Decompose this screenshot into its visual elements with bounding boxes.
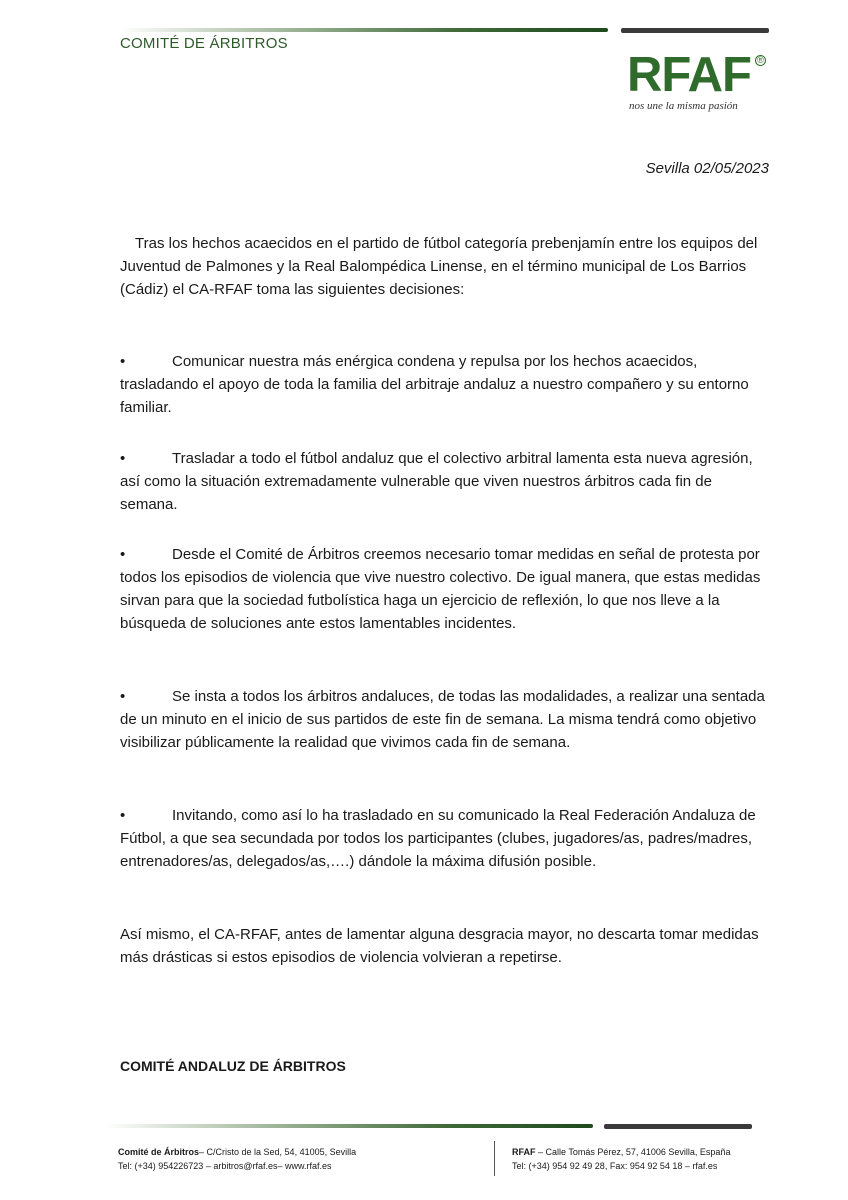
list-item-text: Trasladar a todo el fútbol andaluz que el colectivo arbitral lamenta esta nueva agresión, así como la situación extremadamente vulnerable que viven nuestros árbitros cada fin de semana. — [120, 450, 753, 513]
logo-wordmark: RFAF — [627, 48, 751, 102]
footer-committee-address: – C/Cristo de la Sed, 54, 41005, Sevilla — [199, 1147, 357, 1157]
department-title: COMITÉ DE ÁRBITROS — [120, 35, 288, 52]
footer-dark-rule — [604, 1124, 752, 1129]
bullet-marker: • — [120, 353, 126, 370]
list-item — [120, 447, 772, 516]
list-item — [120, 685, 772, 754]
closing-paragraph: Así mismo, el CA-RFAF, antes de lamentar alguna desgracia mayor, no descarta tomar medidas más drásticas si estos episodios de violencia volvieran a repetirse. — [120, 926, 759, 966]
footer-committee-name: Comité de Árbitros — [118, 1147, 200, 1157]
letter-date: Sevilla 02/05/2023 — [645, 160, 769, 177]
footer-committee-info — [118, 1145, 356, 1173]
footer-committee-line1 — [118, 1145, 356, 1159]
bullet-marker: • — [120, 688, 126, 705]
signature: COMITÉ ANDALUZ DE ÁRBITROS — [120, 1058, 346, 1074]
footer-federation-name: RFAF — [512, 1147, 536, 1157]
list-item — [120, 350, 772, 419]
list-item-text: Comunicar nuestra más enérgica condena y repulsa por los hechos acaecidos, trasladando el apoyo de toda la familia del arbitraje andaluz a nuestro compañero y su entorno familiar. — [120, 353, 749, 416]
list-item — [120, 804, 772, 873]
list-item — [120, 543, 772, 635]
logo-tagline: nos une la misma pasión — [629, 100, 738, 112]
footer-federation-contact: Tel: (+34) 954 92 49 28, Fax: 954 92 54 18 – rfaf.es — [512, 1161, 718, 1171]
intro-paragraph: Tras los hechos acaecidos en el partido de fútbol categoría prebenjamín entre los equipos del Juventud de Palmones y la Real Balompédica Linense, en el término municipal de Los Barrios (Cádiz) el CA-RFAF toma las siguientes decisiones: — [120, 235, 758, 298]
header-green-rule — [120, 28, 608, 32]
list-item-text: Desde el Comité de Árbitros creemos necesario tomar medidas en señal de protesta por todos los episodios de violencia que vive nuestro colectivo. De igual manera, que estas medidas sirvan para que la sociedad futbolística haga un ejercicio de reflexión, lo que nos lleve a la búsqueda de soluciones ante estos lamentables incidentes. — [120, 546, 761, 632]
footer-federation-info — [512, 1145, 730, 1173]
bullet-marker: • — [120, 450, 126, 467]
footer-green-rule — [105, 1124, 593, 1128]
footer-federation-line1 — [512, 1145, 730, 1159]
footer-committee-contact: Tel: (+34) 954226723 – arbitros@rfaf.es– www.rfaf.es — [118, 1161, 332, 1171]
list-item-text: Se insta a todos los árbitros andaluces, de todas las modalidades, a realizar una sentada de un minuto en el inicio de sus partidos de este fin de semana. La misma tendrá como objetivo visibilizar públicamente la realidad que vivimos cada fin de semana. — [120, 688, 765, 751]
footer-federation-address: – Calle Tomás Pérez, 57, 41006 Sevilla, España — [535, 1147, 731, 1157]
bullet-marker: • — [120, 546, 126, 563]
rfaf-logo — [627, 50, 767, 116]
footer-divider — [494, 1141, 495, 1176]
header-dark-rule — [621, 28, 769, 33]
registered-mark: ® — [755, 55, 766, 66]
list-item-text: Invitando, como así lo ha trasladado en su comunicado la Real Federación Andaluza de Fútbol, a que sea secundada por todos los participantes (clubes, jugadores/as, padres/madres, entrenadores/as, delegados/as,….) dándole la máxima difusión posible. — [120, 807, 756, 870]
bullet-marker: • — [120, 807, 126, 824]
